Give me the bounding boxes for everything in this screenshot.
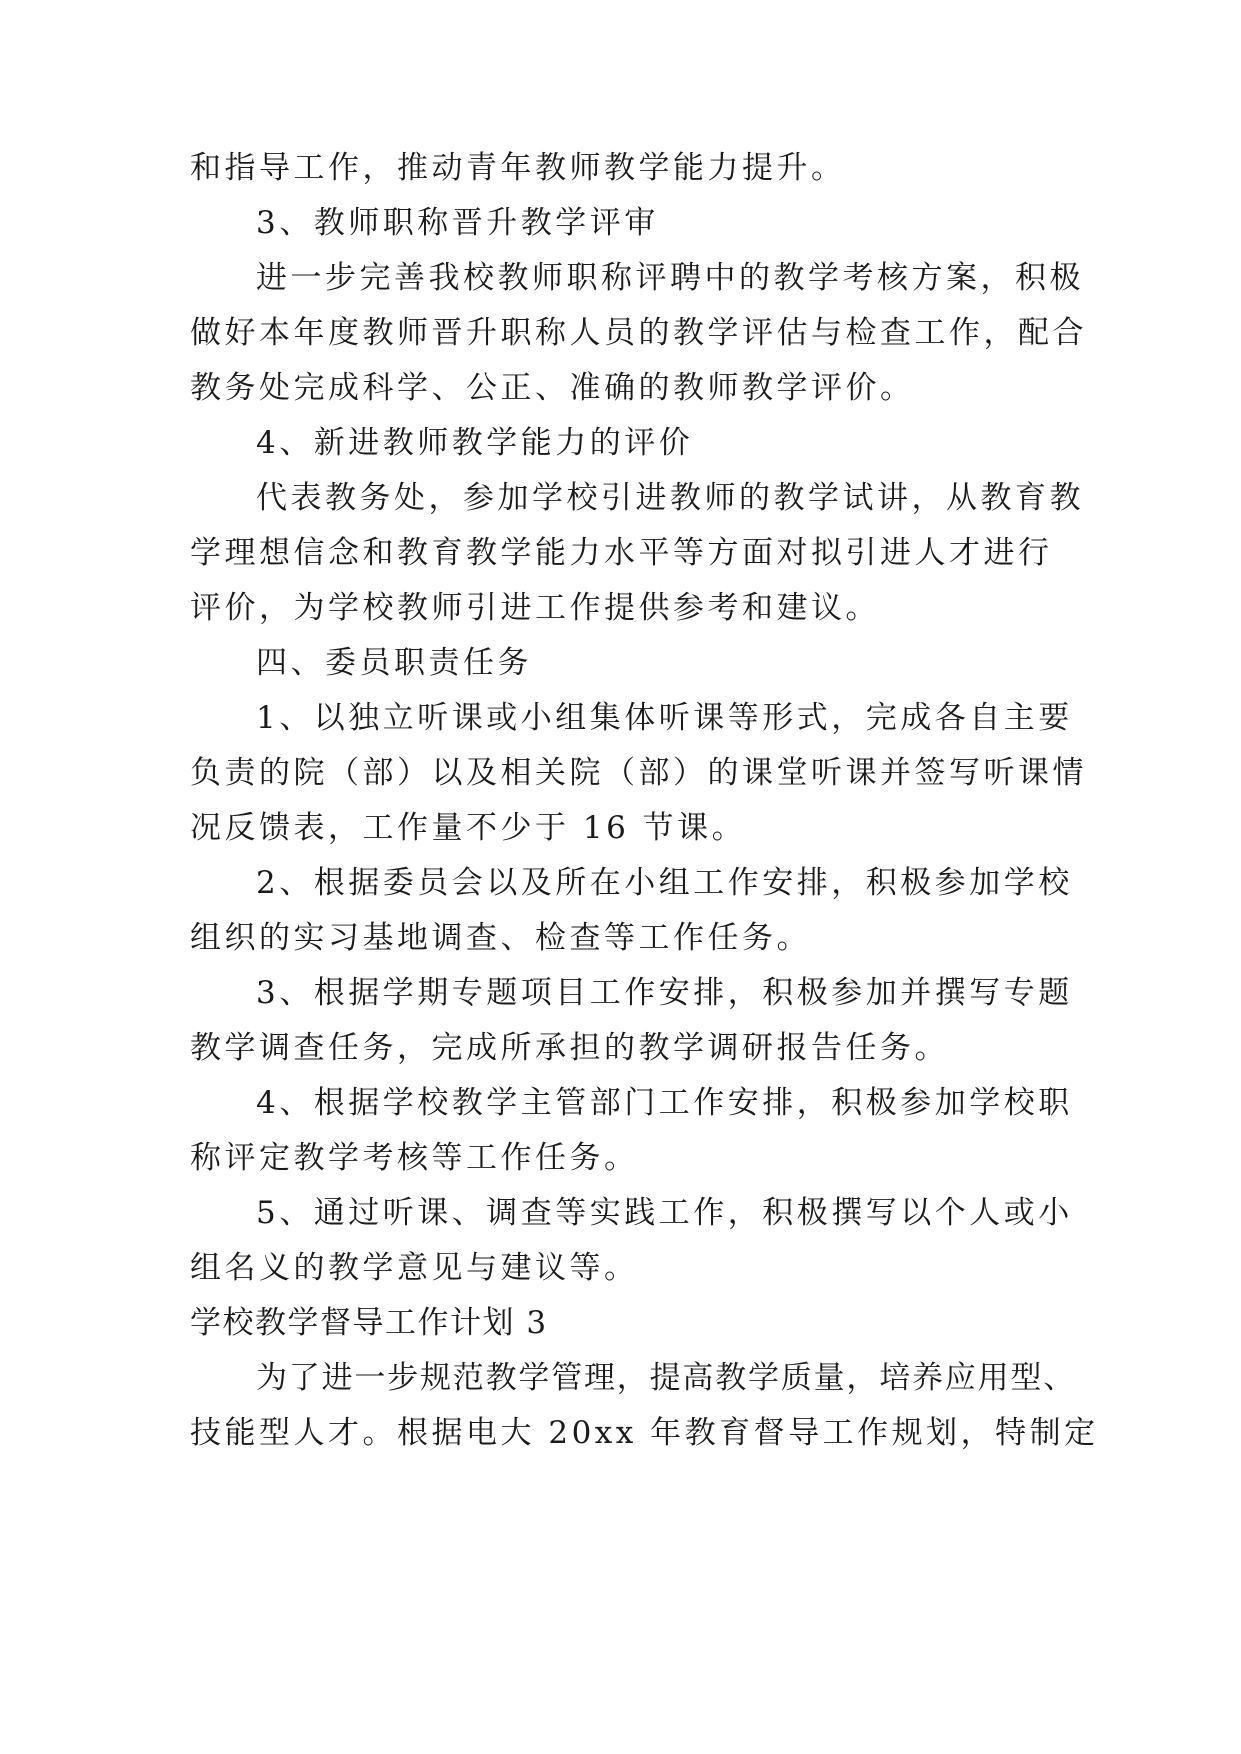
section-heading: 四、委员职责任务 bbox=[256, 645, 532, 681]
paragraph-line: 技能型人才。根据电大 20xx 年教育督导工作规划，特制定 bbox=[190, 1415, 1099, 1451]
paragraph-line: 组织的实习基地调查、检查等工作任务。 bbox=[190, 920, 811, 956]
document-title: 学校教学督导工作计划 3 bbox=[190, 1305, 548, 1341]
paragraph-line: 组名义的教学意见与建议等。 bbox=[190, 1250, 639, 1286]
paragraph-line: 学理想信念和教育教学能力水平等方面对拟引进人才进行 bbox=[190, 535, 1053, 571]
subheading: 4、新进教师教学能力的评价 bbox=[256, 425, 694, 461]
paragraph-line: 况反馈表，工作量不少于 16 节课。 bbox=[190, 810, 747, 846]
paragraph-line: 进一步完善我校教师职称评聘中的教学考核方案，积极 bbox=[256, 260, 1084, 296]
paragraph-line: 负责的院（部）以及相关院（部）的课堂听课并签写听课情 bbox=[190, 755, 1087, 791]
paragraph-line: 3、根据学期专题项目工作安排，积极参加并撰写专题 bbox=[256, 975, 1073, 1011]
paragraph-line: 1、以独立听课或小组集体听课等形式，完成各自主要 bbox=[256, 700, 1073, 736]
paragraph-line: 为了进一步规范教学管理，提高教学质量，培养应用型、 bbox=[256, 1360, 1076, 1396]
paragraph-line: 评价，为学校教师引进工作提供参考和建议。 bbox=[190, 590, 880, 626]
subheading: 3、教师职称晋升教学评审 bbox=[256, 205, 659, 241]
paragraph-line: 4、根据学校教学主管部门工作安排，积极参加学校职 bbox=[256, 1085, 1073, 1121]
paragraph-line: 和指导工作，推动青年教师教学能力提升。 bbox=[190, 150, 846, 186]
paragraph-line: 教务处完成科学、公正、准确的教师教学评价。 bbox=[190, 370, 915, 406]
paragraph-line: 做好本年度教师晋升职称人员的教学评估与检查工作，配合 bbox=[190, 315, 1087, 351]
paragraph-line: 2、根据委员会以及所在小组工作安排，积极参加学校 bbox=[256, 865, 1073, 901]
paragraph-line: 代表教务处，参加学校引进教师的教学试讲，从教育教 bbox=[256, 480, 1084, 516]
paragraph-line: 5、通过听课、调查等实践工作，积极撰写以个人或小 bbox=[256, 1195, 1073, 1231]
paragraph-line: 教学调查任务，完成所承担的教学调研报告任务。 bbox=[190, 1030, 949, 1066]
paragraph-line: 称评定教学考核等工作任务。 bbox=[190, 1140, 639, 1176]
